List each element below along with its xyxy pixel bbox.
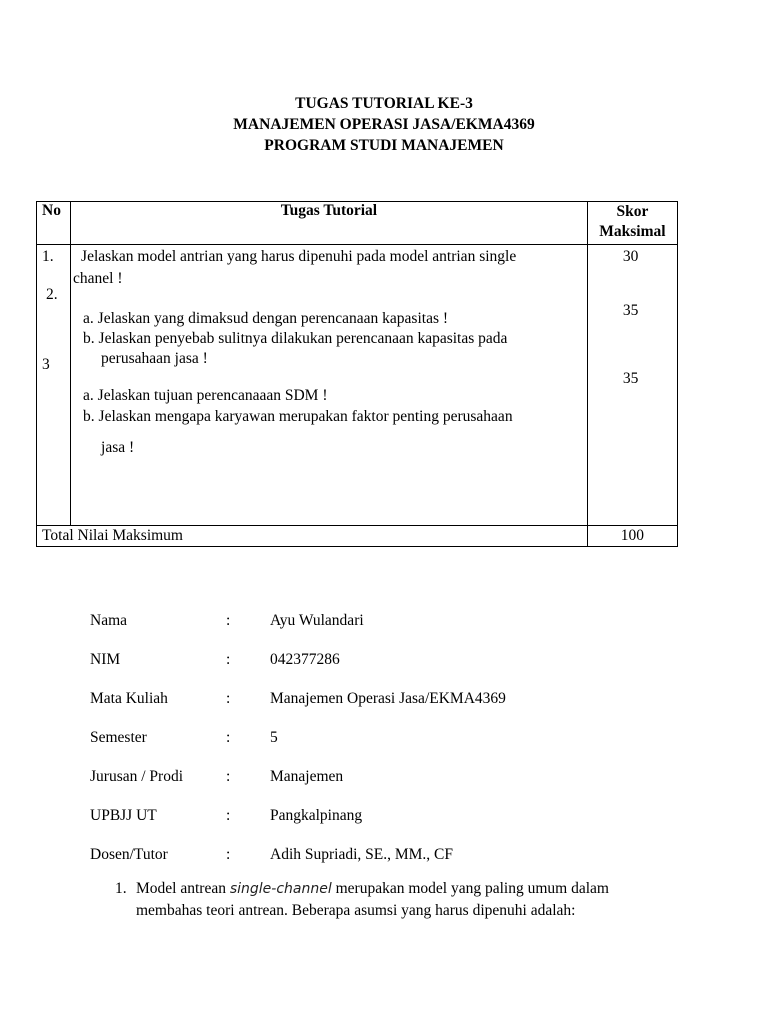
- question-1-line-2: chanel !: [73, 270, 123, 287]
- identity-value: Manajemen: [270, 768, 344, 785]
- question-3b-line-2: jasa !: [101, 439, 135, 456]
- question-3b-line-1: b. Jelaskan mengapa karyawan merupakan faktor penting perusahaan: [83, 408, 513, 425]
- identity-label: NIM: [90, 651, 121, 668]
- identity-value: Manajemen Operasi Jasa/EKMA4369: [270, 690, 506, 707]
- identity-label: Mata Kuliah: [90, 690, 168, 707]
- question-3a: a. Jelaskan tujuan perencanaaan SDM !: [83, 387, 328, 404]
- question-2b-line-2: perusahaan jasa !: [101, 350, 208, 367]
- score-cell: [587, 245, 677, 526]
- question-2a: a. Jelaskan yang dimaksud dengan perencanaan kapasitas !: [83, 310, 449, 327]
- score-2: 35: [622, 302, 639, 319]
- identity-colon: :: [226, 846, 231, 863]
- header-program: PROGRAM STUDI MANAJEMEN: [264, 137, 504, 154]
- score-3: 35: [622, 370, 639, 387]
- identity-value: 5: [270, 729, 278, 746]
- identity-label: Jurusan / Prodi: [90, 768, 183, 785]
- identity-colon: :: [226, 807, 231, 824]
- identity-label: Dosen/Tutor: [90, 846, 168, 863]
- header-course: MANAJEMEN OPERASI JASA/EKMA4369: [233, 116, 535, 133]
- column-header-score-line1: Skor: [616, 203, 649, 220]
- column-header-no: No: [37, 202, 71, 245]
- answer-number: 1.: [115, 880, 127, 897]
- answer-italic-term: single-channel: [229, 881, 332, 897]
- identity-label: Nama: [90, 612, 128, 629]
- answer-line-1-start: Model antrean: [136, 880, 230, 897]
- identity-colon: :: [226, 729, 231, 746]
- column-header-task: Tugas Tutorial: [71, 202, 588, 245]
- number-cell: [37, 245, 71, 526]
- answer-text: [136, 878, 609, 921]
- answer-line-2: membahas teori antrean. Beberapa asumsi yang harus dipenuhi adalah:: [136, 902, 576, 919]
- identity-label: UPBJJ UT: [90, 807, 157, 824]
- task-table-header-row: [37, 202, 678, 245]
- task-table-body-row: [37, 245, 678, 526]
- task-table: [36, 201, 678, 547]
- question-2b-line-1: b. Jelaskan penyebab sulitnya dilakukan perencanaan kapasitas pada: [83, 330, 508, 347]
- task-number-2: 2.: [46, 286, 58, 303]
- task-table-total-row: [37, 526, 678, 547]
- total-value: 100: [587, 526, 677, 547]
- column-header-score: [587, 202, 677, 245]
- identity-colon: :: [226, 768, 231, 785]
- identity-colon: :: [226, 651, 231, 668]
- total-label: Total Nilai Maksimum: [37, 526, 588, 547]
- identity-colon: :: [226, 690, 231, 707]
- question-1-line-1: Jelaskan model antrian yang harus dipenuhi pada model antrian single: [81, 248, 517, 265]
- identity-value: Pangkalpinang: [270, 807, 363, 824]
- task-number-1: 1.: [42, 248, 54, 265]
- answer-line-1: [136, 878, 609, 900]
- document-header: [0, 93, 768, 156]
- identity-label: Semester: [90, 729, 147, 746]
- task-number-3: 3: [42, 356, 50, 373]
- identity-value: 042377286: [270, 651, 340, 668]
- answer-line-1-end: merupakan model yang paling umum dalam: [331, 880, 609, 897]
- identity-value: Ayu Wulandari: [270, 612, 364, 629]
- identity-colon: :: [226, 612, 231, 629]
- column-header-score-line2: Maksimal: [599, 223, 666, 240]
- identity-value: Adih Supriadi, SE., MM., CF: [270, 846, 454, 863]
- score-1: 30: [622, 248, 639, 265]
- task-cell: [71, 245, 588, 526]
- header-title: TUGAS TUTORIAL KE-3: [295, 95, 473, 112]
